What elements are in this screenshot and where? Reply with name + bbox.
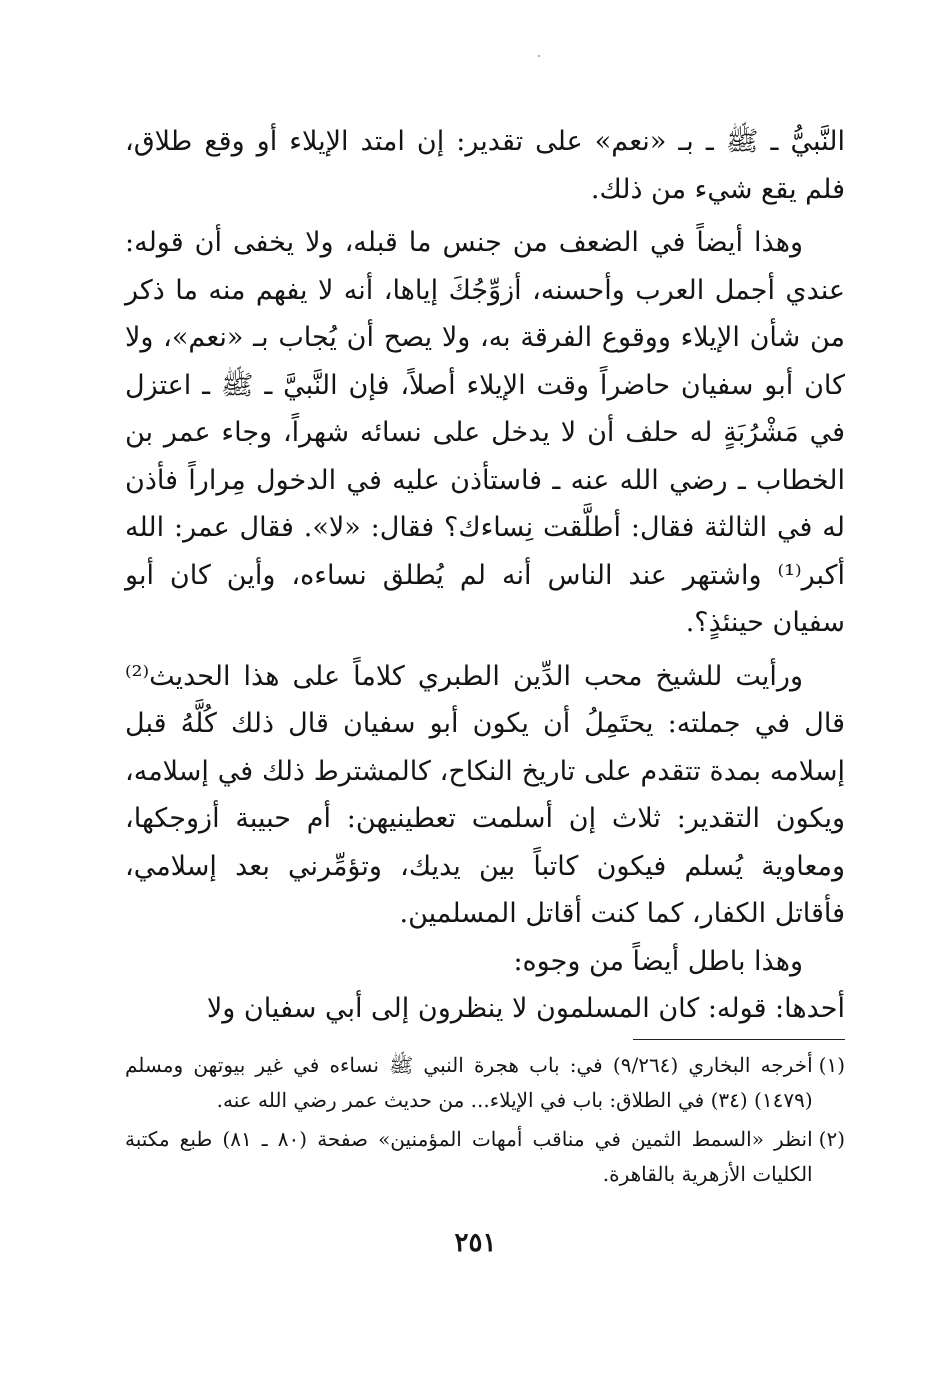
- footnote-2: [125, 1122, 845, 1192]
- paragraph-5: أحدها: قوله: كان المسلمون لا ينظرون إلى أبي سفيان ولا: [206, 993, 845, 1024]
- paragraph-3: ورأيت للشيخ محب الدِّين الطبري كلاماً على هذا الحديث⁽²⁾ قال في جملته: يحتَمِلُ أن يكون أبو سفيان قال ذلك كُلَّهُ قبل إسلامه بمدة تتقدم على تاريخ النكاح، كالمشترط ذلك في إسلامه، ويكون التقدير: ثلاث إن أسلمت تعطينيهن: أم حبيبة أزوجكها، ومعاوية يُسلم فيكون كاتباً بين يديك، وتؤمِّرني بعد إسلامي، فأقاتل الكفار، كما كنت أقاتل المسلمين.: [125, 660, 845, 929]
- footnote-text: أخرجه البخاري (٩/٢٦٤) في: باب هجرة النبي ﷺ نساءه في غير بيوتهن ومسلم (١٤٧٩) (٣٤) في الطلاق: باب في الإيلاء... من حديث عمر رضي الله عنه.: [125, 1052, 813, 1112]
- paragraph-2: وهذا أيضاً في الضعف من جنس ما قبله، ولا يخفى أن قوله: عندي أجمل العرب وأحسنه، أزوِّجُكَ إياها، أنه لا يفهم منه ما ذكر من شأن الإيلاء ووقوع الفرقة به، ولا يصح أن يُجاب بـ «نعم»، ولا كان أبو سفيان حاضراً وقت الإيلاء أصلاً، فإن النَّبيَّ ـ ﷺ ـ اعتزل في مَشْرُبَةٍ له حلف أن لا يدخل على نسائه شهراً، وجاء عمر بن الخطاب ـ رضي الله عنه ـ فاستأذن عليه في الدخول مِراراً فأذن له في الثالثة فقال: أطلَّقت نِساءك؟ فقال: «لا». فقال عمر: الله أكبر⁽¹⁾ واشتهر عند الناس أنه لم يُطلق نساءه، وأين كان أبو سفيان حينئذٍ؟.: [125, 227, 845, 638]
- page-number: ٢٥١: [454, 1228, 497, 1258]
- paragraph-1: النَّبيُّ ـ ﷺ ـ بـ «نعم» على تقدير: إن امتد الإيلاء أو وقع طلاق، فلم يقع شيء من ذلك.: [125, 126, 845, 205]
- page-content: [125, 118, 845, 1196]
- footnote-number: (٢): [818, 1126, 845, 1151]
- main-text: [125, 118, 845, 1033]
- scan-speck: [538, 55, 540, 57]
- footnote-separator: [633, 1039, 845, 1040]
- paragraph-4: وهذا باطل أيضاً من وجوه:: [513, 945, 803, 977]
- footnote-number: (١): [818, 1052, 845, 1077]
- footnote-text: انظر «السمط الثمين في مناقب أمهات المؤمنين» صفحة (٨٠ ـ ٨١) طبع مكتبة الكليات الأزهرية بالقاهرة.: [125, 1126, 813, 1186]
- footnote-1: [125, 1048, 845, 1118]
- footnotes: [125, 1048, 845, 1192]
